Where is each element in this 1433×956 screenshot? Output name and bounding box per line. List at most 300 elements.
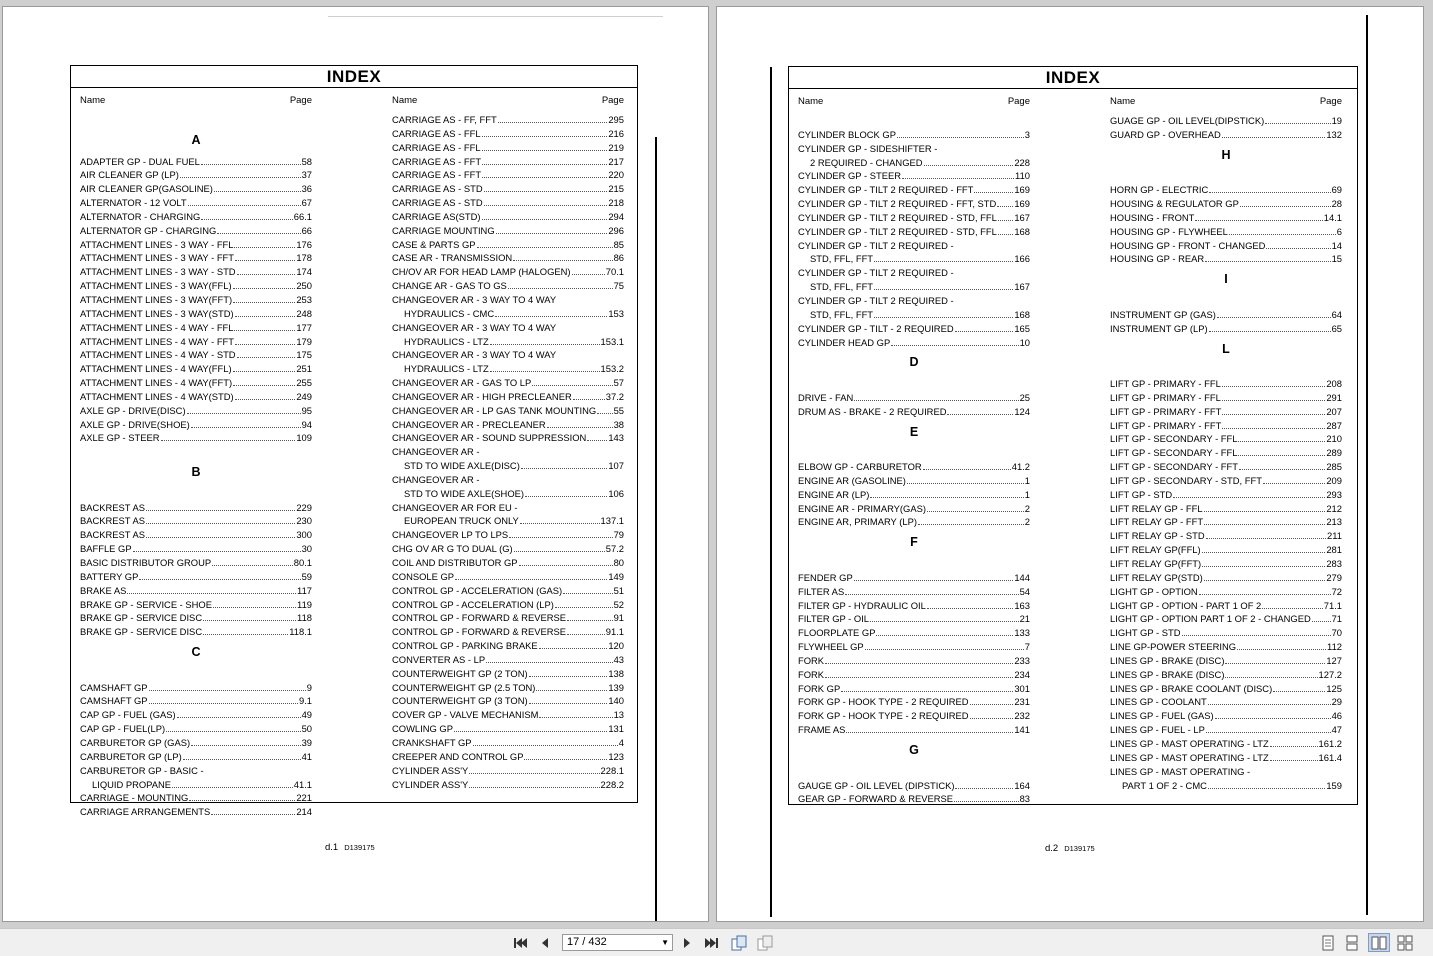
- entry-page: 218: [608, 197, 624, 209]
- section-letter: I: [1224, 272, 1228, 287]
- dot-leader: [172, 778, 293, 788]
- index-entry: [80, 293, 312, 307]
- entry-name: COUNTERWEIGHT GP (2.5 TON): [392, 681, 536, 693]
- entry-page: 279: [1326, 571, 1342, 583]
- entry-page: 220: [608, 169, 624, 181]
- dot-leader: [139, 570, 300, 580]
- entry-name: CRANKSHAFT GP: [392, 736, 472, 748]
- entry-name: CYLINDER GP - TILT 2 REQUIRED -: [798, 294, 954, 306]
- index-entry: [798, 488, 1030, 502]
- index-entry: [80, 307, 312, 321]
- index-entry: [392, 694, 624, 708]
- index-entry: [1110, 322, 1342, 336]
- entry-page: 9.1: [298, 695, 312, 707]
- entry-page: 123: [608, 750, 624, 762]
- index-entry: [798, 626, 1030, 640]
- column-header: [80, 93, 312, 113]
- dot-leader: [874, 280, 1013, 290]
- entry-name: GEAR GP - FORWARD & REVERSE: [798, 793, 954, 805]
- entry-name: LIFT GP - SECONDARY - STD, FFT: [1110, 474, 1262, 486]
- index-entry: [798, 252, 1030, 266]
- entry-name: STD TO WIDE AXLE(SHOE): [404, 487, 524, 499]
- entry-name: CARRIAGE ARRANGEMENTS: [80, 806, 211, 818]
- entry-name: CYLINDER GP - TILT 2 REQUIRED -: [798, 239, 954, 251]
- entry-name: COIL AND DISTRIBUTOR GP: [392, 557, 518, 568]
- entry-name: CHANGE AR - GAS TO GS: [392, 280, 507, 292]
- entry-page: 66: [301, 224, 312, 236]
- entry-name: LINES GP - FUEL - LP: [1110, 724, 1205, 736]
- index-entry: [80, 611, 312, 625]
- dot-leader: [233, 279, 296, 289]
- dot-leader: [1205, 252, 1330, 262]
- index-entry: [1110, 239, 1342, 253]
- entry-name: LINES GP - MAST OPERATING -: [1110, 765, 1251, 777]
- entry-page: 37.2: [605, 390, 624, 402]
- entry-page: 1: [1024, 474, 1030, 486]
- dot-leader: [846, 723, 1013, 733]
- entry-name: CONTROL GP - ACCELERATION (LP): [392, 598, 554, 610]
- entry-page: 125: [1326, 682, 1342, 694]
- index-entry: [80, 376, 312, 390]
- entry-page: 175: [296, 349, 312, 361]
- entry-page: 211: [1327, 530, 1342, 542]
- dot-leader: [519, 556, 613, 566]
- column-header-page: Page: [1007, 96, 1030, 107]
- index-entry: [798, 308, 1030, 322]
- previous-page-button[interactable]: [538, 933, 552, 952]
- copy-pages-button[interactable]: [730, 933, 748, 952]
- dot-leader: [1222, 128, 1326, 138]
- entry-name: STD, FFL, FFT: [810, 308, 874, 320]
- dot-leader: [954, 792, 1019, 802]
- section-letter: F: [910, 535, 918, 550]
- dot-leader: [234, 238, 295, 248]
- dot-leader: [482, 155, 607, 165]
- entry-page: 41: [301, 750, 312, 762]
- entry-page: 213: [1326, 516, 1342, 528]
- entry-page: 228.2: [600, 778, 624, 790]
- index-entry: [1110, 377, 1342, 391]
- dot-leader: [237, 265, 296, 275]
- index-entry-line: [392, 321, 624, 335]
- entry-page: 59: [301, 570, 312, 582]
- entry-name: CARRIAGE AS - FFL: [392, 127, 481, 139]
- entry-name: CYLINDER GP - TILT 2 REQUIRED - FFT: [798, 184, 974, 196]
- entry-page: 1: [1024, 488, 1030, 500]
- entry-name: BRAKE AS: [80, 584, 127, 596]
- index-entry-line: [392, 473, 624, 487]
- index-entry: [392, 556, 624, 570]
- entry-name: ATTACHMENT LINES - 4 WAY - FFT: [80, 335, 234, 347]
- scan-edge-left: [770, 67, 772, 917]
- index-entry: [798, 571, 1030, 585]
- first-page-icon: [513, 937, 527, 949]
- entry-name: 2 REQUIRED - CHANGED: [810, 156, 923, 168]
- entry-page: 232: [1014, 710, 1030, 722]
- index-entry: [798, 612, 1030, 626]
- first-page-button[interactable]: [512, 933, 528, 952]
- entry-name: FORK: [798, 668, 825, 680]
- entry-page: 153: [608, 307, 624, 319]
- two-page-continuous-icon: [1397, 935, 1413, 951]
- dot-leader: [486, 653, 612, 663]
- index-entry: [798, 654, 1030, 668]
- next-page-icon: [682, 937, 692, 949]
- entry-page: 139: [608, 681, 624, 693]
- index-entry: [80, 182, 312, 196]
- entry-page: 165: [1014, 322, 1030, 334]
- index-entry: [392, 681, 624, 695]
- entry-name: CHANGEOVER AR FOR EU -: [392, 501, 518, 513]
- index-entry: [80, 279, 312, 293]
- dot-leader: [1229, 225, 1336, 235]
- entry-name: DRIVE - FAN: [798, 391, 854, 403]
- index-entry: [798, 682, 1030, 696]
- dot-leader: [536, 681, 607, 691]
- entry-name: FORK GP: [798, 682, 841, 694]
- entry-name: FILTER AS: [798, 585, 845, 597]
- entry-page: 228.1: [600, 764, 624, 776]
- dot-leader: [177, 708, 301, 718]
- dot-leader: [539, 639, 608, 649]
- section-letter: G: [909, 742, 919, 757]
- dot-leader: [529, 694, 608, 704]
- entry-page: 65: [1331, 322, 1342, 334]
- index-entry: [1110, 308, 1342, 322]
- spacer: [80, 667, 312, 681]
- index-entry: [80, 251, 312, 265]
- dot-leader: [1173, 488, 1325, 498]
- column-header-name: Name: [798, 96, 824, 107]
- entry-page: 14: [1331, 239, 1342, 251]
- dot-leader: [1225, 668, 1317, 678]
- dot-leader: [482, 210, 608, 220]
- dot-leader: [473, 736, 618, 746]
- index-entry: [392, 778, 624, 792]
- entry-page: 253: [296, 293, 312, 305]
- index-entry: [80, 348, 312, 362]
- entry-page: 91: [613, 612, 624, 624]
- extract-pages-icon: [757, 935, 773, 951]
- entry-name: LIFT RELAY GP - FFL: [1110, 502, 1203, 514]
- extract-pages-button[interactable]: [756, 933, 774, 952]
- index-entry: [798, 723, 1030, 737]
- entry-page: 131: [608, 723, 624, 735]
- entry-page: 110: [1015, 170, 1030, 182]
- entry-name: LIGHT GP - STD: [1110, 627, 1181, 639]
- entry-name: HORN GP - ELECTRIC: [1110, 184, 1209, 196]
- dot-leader: [841, 682, 1013, 692]
- two-page-view-button[interactable]: [1368, 933, 1390, 952]
- last-page-icon: [705, 937, 719, 949]
- dot-leader: [188, 196, 301, 206]
- index-entry: [80, 722, 312, 736]
- entry-page: 70.1: [605, 266, 624, 278]
- dot-leader: [1209, 322, 1331, 332]
- entry-name: CYLINDER HEAD GP: [798, 336, 891, 348]
- entry-name: ATTACHMENT LINES - 4 WAY(FFL): [80, 363, 232, 375]
- index-entry-line: [392, 348, 624, 362]
- dot-leader: [469, 764, 599, 774]
- entry-page: 293: [1326, 488, 1342, 500]
- index-entry: [392, 722, 624, 736]
- dot-leader: [233, 376, 295, 386]
- entry-page: 283: [1326, 558, 1342, 569]
- chevron-down-icon: ▼: [661, 938, 669, 947]
- entry-page: 169: [1014, 184, 1030, 196]
- dot-leader: [235, 251, 295, 261]
- dot-leader: [955, 322, 1014, 332]
- spacer: [80, 113, 312, 127]
- index-entry-line: [392, 501, 624, 515]
- index-entry: [1110, 502, 1342, 516]
- entry-page: 296: [608, 224, 624, 236]
- entry-page: 255: [296, 377, 312, 389]
- dot-leader: [454, 722, 607, 732]
- entry-page: 66.1: [293, 210, 312, 222]
- entry-name: FLOORPLATE GP: [798, 627, 876, 639]
- page-number-select[interactable]: [562, 934, 673, 951]
- entry-name: LIFT RELAY GP - FFT: [1110, 516, 1204, 528]
- dot-leader: [1238, 432, 1325, 442]
- dot-leader: [235, 307, 296, 317]
- dot-leader: [161, 431, 296, 441]
- next-page-button[interactable]: [680, 933, 694, 952]
- entry-name: BATTERY GP: [80, 570, 139, 582]
- dot-leader: [539, 708, 612, 718]
- entry-page: 168: [1014, 308, 1030, 320]
- single-page-view-button[interactable]: [1320, 933, 1336, 952]
- entry-page: 43: [613, 653, 624, 665]
- index-entry: [798, 322, 1030, 336]
- entry-page: 118.1: [289, 626, 312, 638]
- index-entry: [392, 182, 624, 196]
- dot-leader: [1209, 183, 1330, 193]
- entry-name: ATTACHMENT LINES - 3 WAY - FFL: [80, 238, 234, 250]
- page-footer: [325, 842, 375, 853]
- entry-page: 13: [613, 709, 624, 721]
- index-entry: [798, 792, 1030, 806]
- entry-name: LINES GP - BRAKE COOLANT (DISC): [1110, 682, 1273, 694]
- entry-name: CHANGEOVER AR -: [392, 473, 480, 485]
- index-entry-line: [392, 445, 624, 459]
- entry-page: 95: [301, 404, 312, 416]
- entry-page: 287: [1326, 419, 1342, 431]
- column-header: [1110, 94, 1342, 114]
- dot-leader: [233, 362, 296, 372]
- entry-page: 138: [608, 667, 624, 679]
- entry-name: INSTRUMENT GP (GAS): [1110, 308, 1216, 320]
- index-entry: [80, 404, 312, 418]
- dot-leader: [1217, 308, 1331, 318]
- index-entry-line: [798, 239, 1030, 253]
- index-entry: [80, 598, 312, 612]
- document-code: D139175: [344, 843, 375, 852]
- entry-page: 177: [296, 321, 312, 333]
- index-entry: [1110, 529, 1342, 543]
- index-entry: [1110, 723, 1342, 737]
- entry-page: 85: [613, 238, 624, 250]
- entry-name: PART 1 OF 2 - CMC: [1122, 779, 1207, 791]
- entry-page: 50: [301, 723, 312, 735]
- entry-name: CARRIAGE AS - STD: [392, 197, 483, 209]
- section-letter: B: [191, 465, 201, 480]
- dot-leader: [213, 598, 296, 608]
- index-entry: [798, 695, 1030, 709]
- index-entry: [798, 225, 1030, 239]
- entry-name: CARRIAGE AS - FFT: [392, 155, 482, 167]
- entry-page: 57: [613, 377, 624, 389]
- index-entry: [392, 570, 624, 584]
- last-page-button[interactable]: [704, 933, 720, 952]
- entry-name: LIFT GP - PRIMARY - FFT: [1110, 405, 1222, 417]
- dot-leader: [1222, 405, 1325, 415]
- index-entry: [1110, 612, 1342, 626]
- entry-name: COVER GP - VALVE MECHANISM: [392, 709, 539, 721]
- entry-page: 109: [296, 432, 312, 444]
- dot-leader: [998, 211, 1014, 221]
- entry-page: 80: [613, 557, 624, 568]
- entry-name: CHANGEOVER AR - 3 WAY TO 4 WAY: [392, 349, 557, 361]
- dot-leader: [876, 626, 1013, 636]
- entry-page: 75: [613, 280, 624, 292]
- dot-leader: [1222, 377, 1326, 387]
- entry-page: 149: [608, 570, 624, 582]
- continuous-view-button[interactable]: [1344, 933, 1360, 952]
- index-entry: [80, 335, 312, 349]
- entry-page: 107: [608, 460, 624, 472]
- dot-leader: [490, 335, 600, 345]
- entry-name: CHANGEOVER AR - HIGH PRECLEANER: [392, 390, 572, 402]
- entry-name: CHG OV AR G TO DUAL (G): [392, 543, 513, 555]
- entry-name: FORK GP - HOOK TYPE - 2 REQUIRED: [798, 710, 969, 722]
- index-entry: [798, 336, 1030, 350]
- entry-name: ATTACHMENT LINES - 3 WAY(FFT): [80, 293, 233, 305]
- index-entry: [1110, 695, 1342, 709]
- dot-leader: [1265, 114, 1330, 124]
- entry-name: LIFT GP - STD: [1110, 488, 1173, 500]
- entry-name: CYLINDER ASS'Y: [392, 778, 469, 790]
- entry-page: 67: [301, 197, 312, 209]
- dot-leader: [183, 750, 301, 760]
- entry-name: CARBURETOR GP (LP): [80, 750, 182, 762]
- entry-name: LIFT GP - SECONDARY - FFL: [1110, 447, 1238, 459]
- index-entry: [1110, 183, 1342, 197]
- index-entry: [392, 418, 624, 432]
- index-entry: [392, 238, 624, 252]
- entry-name: CARRIAGE AS - FFT: [392, 169, 482, 181]
- index-entry: [80, 584, 312, 598]
- dot-leader: [902, 169, 1014, 179]
- index-entry: [1110, 391, 1342, 405]
- index-entry: [392, 265, 624, 279]
- entry-page: 233: [1014, 654, 1030, 666]
- entry-page: 166: [1014, 253, 1030, 265]
- entry-name: BAFFLE GP: [80, 543, 132, 555]
- entry-name: HYDRAULICS - LTZ: [404, 363, 489, 375]
- dot-leader: [524, 750, 607, 760]
- dot-leader: [1206, 723, 1331, 733]
- entry-name: HYDRAULICS - CMC: [404, 307, 495, 319]
- index-entry: [392, 653, 624, 667]
- entry-name: CONTROL GP - ACCELERATION (GAS): [392, 584, 563, 596]
- two-page-continuous-view-button[interactable]: [1396, 933, 1414, 952]
- entry-name: CYLINDER GP - TILT 2 REQUIRED -: [798, 267, 954, 279]
- dot-leader: [1202, 557, 1325, 567]
- entry-name: FRAME AS: [798, 724, 846, 736]
- entry-name: ATTACHMENT LINES - 4 WAY(FFT): [80, 377, 233, 389]
- dot-leader: [513, 251, 612, 261]
- entry-name: CARBURETOR GP - BASIC -: [80, 764, 204, 776]
- pdf-toolbar: [0, 928, 1433, 956]
- dot-leader: [514, 542, 605, 552]
- dot-leader: [870, 612, 1019, 622]
- index-entry: [80, 791, 312, 805]
- index-box: [788, 66, 1358, 805]
- entry-name: CASE & PARTS GP: [392, 238, 476, 250]
- entry-page: 137.1: [600, 515, 624, 527]
- entry-page: 300: [296, 529, 312, 541]
- index-entry: [392, 487, 624, 501]
- entry-page: 15: [1331, 253, 1342, 265]
- entry-page: 118: [297, 612, 312, 624]
- entry-name: LINES GP - FUEL (GAS): [1110, 710, 1214, 722]
- index-entry: [1110, 654, 1342, 668]
- index-entry: [1110, 114, 1342, 128]
- index-entry: [1110, 543, 1342, 557]
- index-entry: [80, 556, 312, 570]
- dot-leader: [1273, 682, 1325, 692]
- index-entry: [392, 251, 624, 265]
- entry-name: FLYWHEEL GP: [798, 641, 864, 653]
- entry-page: 29: [1331, 696, 1342, 708]
- dot-leader: [235, 390, 296, 400]
- entry-name: GUAGE GP - OIL LEVEL(DIPSTICK): [1110, 115, 1265, 126]
- entry-page: 10: [1019, 336, 1030, 348]
- index-entry: [392, 168, 624, 182]
- entry-page: 207: [1326, 405, 1342, 417]
- index-entry: [392, 459, 624, 473]
- index-entry: [392, 584, 624, 598]
- copy-pages-icon: [731, 935, 747, 951]
- entry-name: BASIC DISTRIBUTOR GROUP: [80, 557, 212, 568]
- page-number: d.2: [1045, 843, 1059, 854]
- entry-page: 47: [1331, 724, 1342, 736]
- entry-page: 52: [613, 598, 624, 610]
- entry-name: CHANGEOVER AR - 3 WAY TO 4 WAY: [392, 321, 557, 333]
- entry-page: 117: [297, 584, 312, 596]
- dot-leader: [191, 418, 301, 428]
- index-entry: [80, 736, 312, 750]
- dot-leader: [563, 584, 612, 594]
- index-entry: [798, 128, 1030, 142]
- index-entry: [1110, 446, 1342, 460]
- entry-page: 4: [618, 736, 624, 748]
- dot-leader: [918, 515, 1024, 525]
- entry-page: 57.2: [605, 543, 624, 555]
- entry-name: FENDER GP: [798, 571, 853, 583]
- entry-page: 164: [1014, 779, 1030, 791]
- index-entry: [392, 279, 624, 293]
- entry-page: 69: [1331, 184, 1342, 196]
- index-entry: [798, 515, 1030, 529]
- entry-page: 54: [1019, 585, 1030, 597]
- entry-name: CASE AR - TRANSMISSION: [392, 252, 513, 264]
- entry-name: CYLINDER GP - SIDESHIFTER -: [798, 142, 938, 154]
- dot-leader: [455, 570, 607, 580]
- entry-page: 124: [1014, 405, 1030, 417]
- index-entry: [1110, 737, 1342, 751]
